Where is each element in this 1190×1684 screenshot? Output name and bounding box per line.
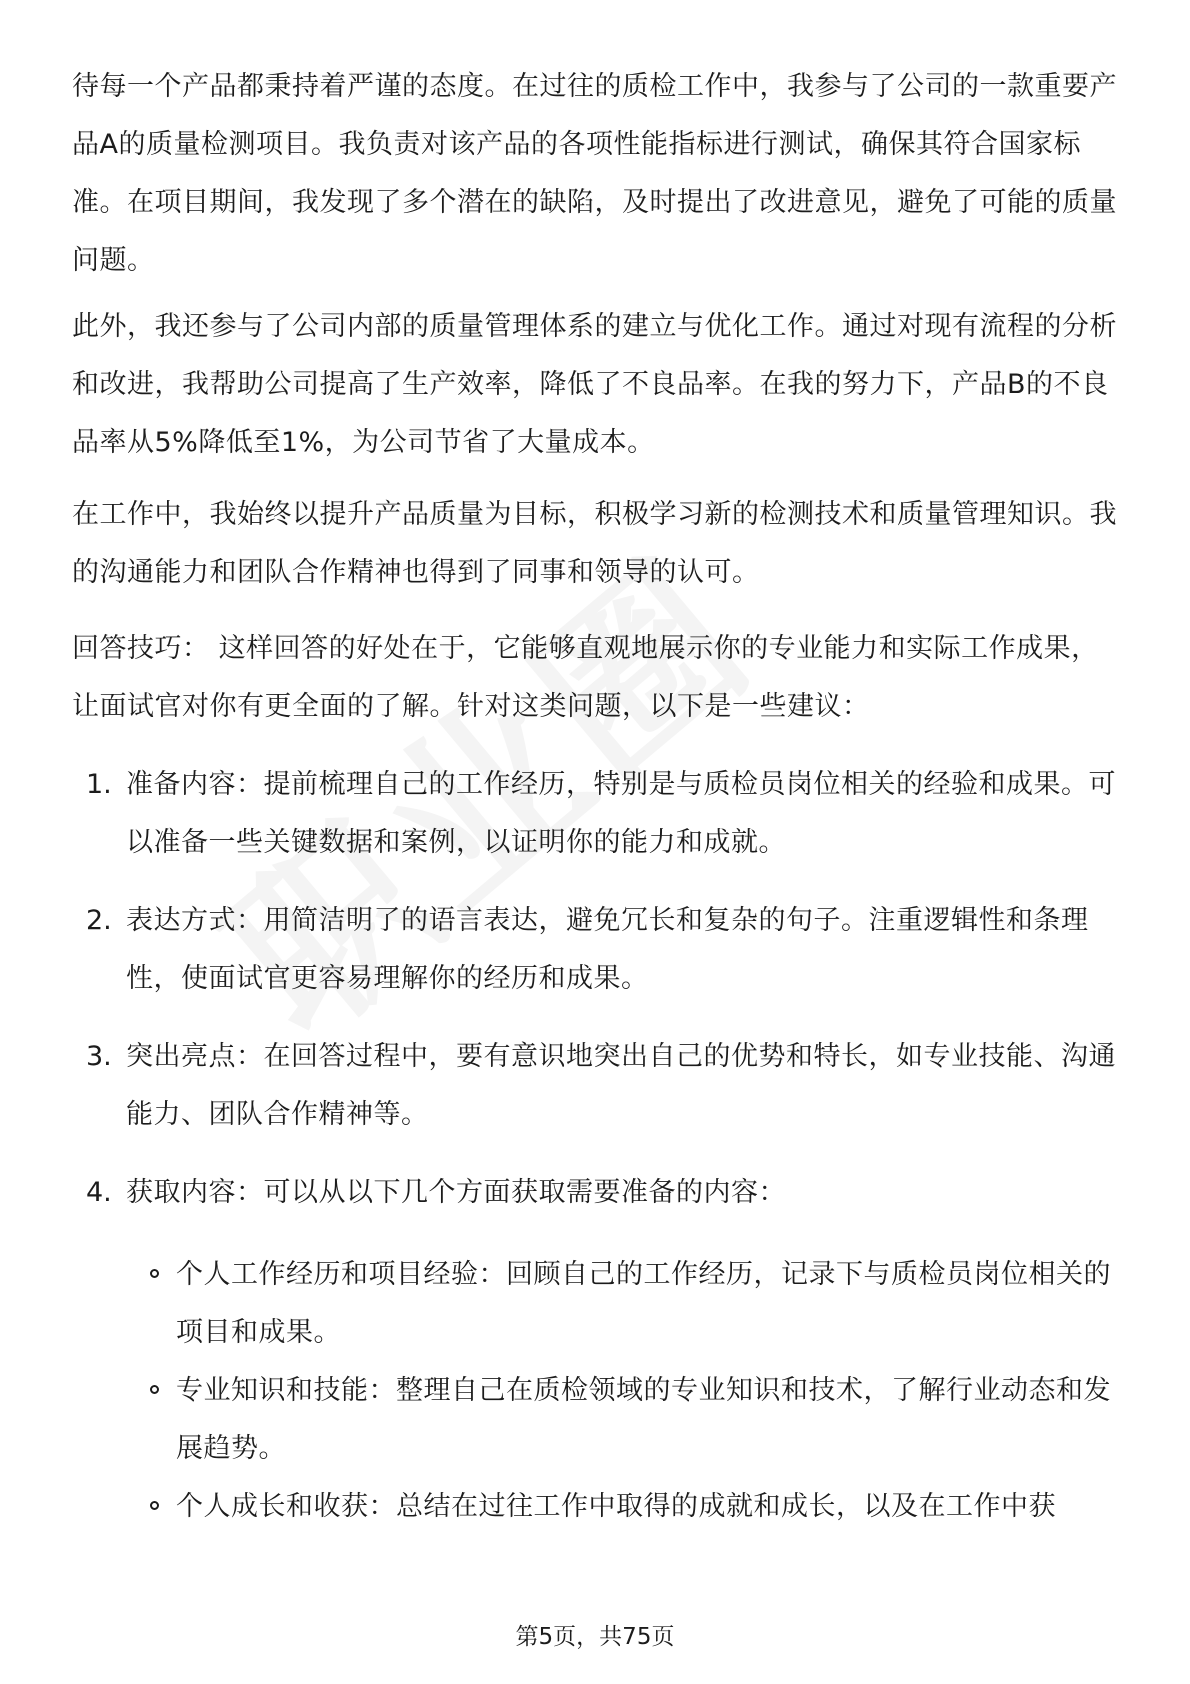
hollow-bullet-icon bbox=[150, 1385, 159, 1394]
list-number: 3. bbox=[86, 1041, 112, 1072]
list-text: 准备内容：提前梳理自己的工作经历，特别是与质检员岗位相关的经验和成果。可以准备一些关键数据和案例，以证明你的能力和成就。 bbox=[126, 769, 1116, 858]
list-number: 1. bbox=[86, 769, 112, 800]
paragraph-1: 待每一个产品都秉持着严谨的态度。在过往的质检工作中，我参与了公司的一款重要产品A的质量检测项目。我负责对该产品的各项性能指标进行测试，确保其符合国家标准。在项目期间，我发现了多个潜在的缺陷，及时提出了改进意见，避免了可能的质量问题。 bbox=[72, 71, 1117, 276]
paragraph-3: 在工作中，我始终以提升产品质量为目标，积极学习新的检测技术和质量管理知识。我的沟通能力和团队合作精神也得到了同事和领导的认可。 bbox=[72, 499, 1117, 588]
hollow-bullet-icon bbox=[150, 1269, 159, 1278]
page-footer: 第5页，共75页 bbox=[515, 1624, 675, 1650]
paragraph-answer-tips: 回答技巧： 这样回答的好处在于，它能够直观地展示你的专业能力和实际工作成果，让面试官对你有更全面的了解。针对这类问题，以下是一些建议： bbox=[72, 633, 1099, 722]
list-number: 2. bbox=[86, 905, 112, 936]
list-text: 表达方式：用简洁明了的语言表达，避免冗长和复杂的句子。注重逻辑性和条理性，使面试官更容易理解你的经历和成果。 bbox=[126, 905, 1089, 994]
list-number: 4. bbox=[86, 1177, 112, 1208]
sub-list-text: 专业知识和技能：整理自己在质检领域的专业知识和技术，了解行业动态和发展趋势。 bbox=[176, 1375, 1111, 1464]
list-text: 突出亮点：在回答过程中，要有意识地突出自己的优势和特长，如专业技能、沟通能力、团队合作精神等。 bbox=[126, 1041, 1116, 1130]
hollow-bullet-icon bbox=[150, 1501, 159, 1510]
paragraph-2: 此外，我还参与了公司内部的质量管理体系的建立与优化工作。通过对现有流程的分析和改进，我帮助公司提高了生产效率，降低了不良品率。在我的努力下，产品B的不良品率从5%降低至1%，为公司节省了大量成本。 bbox=[72, 311, 1117, 458]
sub-list-text: 个人成长和收获：总结在过往工作中取得的成就和成长，以及在工作中获 bbox=[176, 1491, 1056, 1522]
sub-list-text: 个人工作经历和项目经验：回顾自己的工作经历，记录下与质检员岗位相关的项目和成果。 bbox=[176, 1259, 1111, 1348]
list-text: 获取内容：可以从以下几个方面获取需要准备的内容： bbox=[126, 1177, 786, 1208]
